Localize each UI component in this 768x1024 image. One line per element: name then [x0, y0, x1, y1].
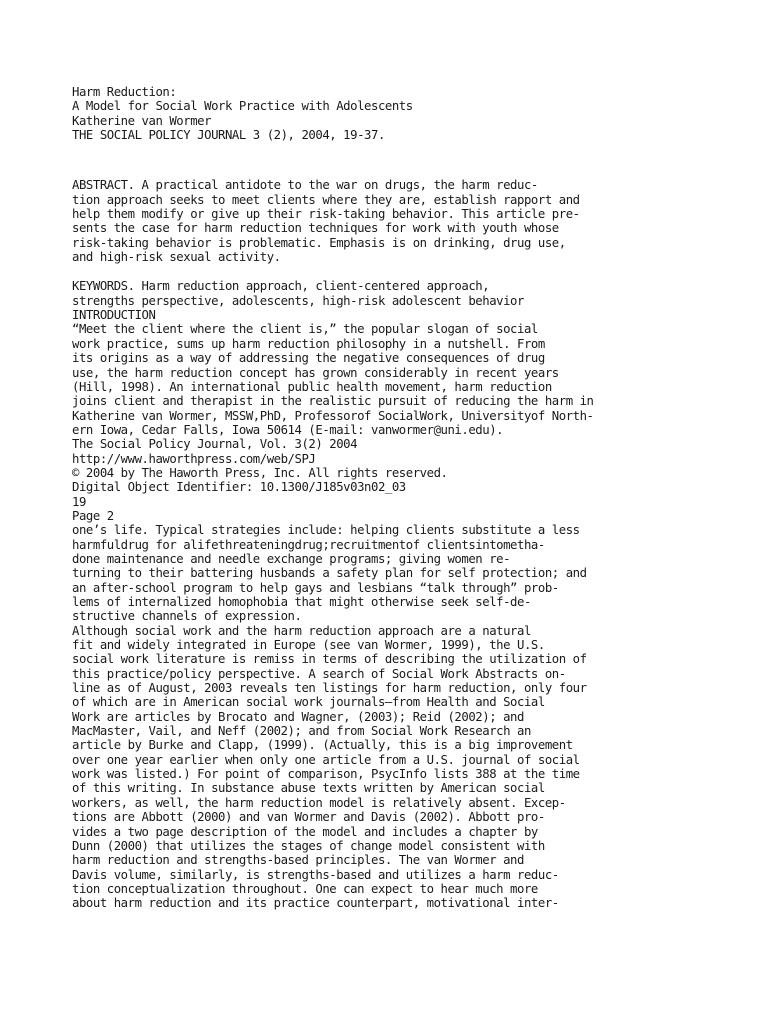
body-line: (Hill, 1998). An international public health movement, harm reduction	[72, 379, 552, 394]
copyright-line: © 2004 by The Haworth Press, Inc. All rights reserved.	[72, 465, 448, 480]
doi-line: Digital Object Identifier: 10.1300/J185v03n02_03	[72, 480, 406, 495]
body-line: this practice/policy perspective. A search of Social Work Abstracts on-	[72, 666, 566, 681]
body-line: lems of internalized homophobia that might otherwise seek self-de-	[72, 595, 531, 609]
page-marker: Page 2	[72, 508, 114, 523]
body-line: done maintenance and needle exchange programs; giving women re-	[72, 551, 511, 566]
body-line: work was listed.) For point of comparison, PsycInfo lists 388 at the time	[72, 767, 580, 782]
body-line: workers, as well, the harm reduction model is relatively absent. Excep-	[72, 795, 566, 810]
doc-title: Harm Reduction:	[72, 85, 177, 99]
abstract-block	[72, 178, 692, 264]
author-affiliation: Katherine van Wormer, MSSW,PhD, Professorof SocialWork, Universityof North-	[72, 408, 594, 423]
body-line: use, the harm reduction concept has grown considerably in recent years	[72, 365, 559, 380]
page-number: 19	[72, 494, 86, 509]
body-line: harm reduction and strengths-based principles. The van Wormer and	[72, 853, 524, 868]
body-line: Davis volume, similarly, is strengths-based and utilizes a harm reduc-	[72, 867, 559, 882]
author-affiliation: ern Iowa, Cedar Falls, Iowa 50614 (E-mail: vanwormer@uni.edu).	[72, 422, 504, 437]
body-line: vides a two page description of the model and includes a chapter by	[72, 824, 538, 839]
body-line: “Meet the client where the client is,” the popular slogan of social	[72, 322, 538, 337]
body-line: of which are in American social work journals—from Health and Social	[72, 695, 545, 710]
spacer	[72, 142, 692, 178]
body-line: of this writing. In substance abuse texts written by American social	[72, 781, 545, 796]
body-line: structive channels of expression.	[72, 609, 302, 624]
body-line: turning to their battering husbands a safety plan for self protection; and	[72, 566, 587, 581]
body-block	[72, 279, 692, 924]
body-line: one’s life. Typical strategies include: helping clients substitute a less	[72, 523, 580, 538]
body-line	[72, 911, 692, 925]
body-line: fit and widely integrated in Europe (see van Wormer, 1999), the U.S.	[72, 638, 545, 653]
keywords-line: KEYWORDS. Harm reduction approach, client-centered approach,	[72, 279, 490, 294]
doc-author: Katherine van Wormer	[72, 113, 212, 128]
body-line: an after-school program to help gays and lesbians “talk through” prob-	[72, 580, 559, 595]
body-line: tion conceptualization throughout. One can expect to hear much more	[72, 881, 538, 896]
body-line: over one year earlier when only one article from a U.S. journal of social	[72, 752, 580, 767]
body-line: about harm reduction and its practice counterpart, motivational inter-	[72, 896, 559, 911]
body-line: joins client and therapist in the realistic pursuit of reducing the harm in	[72, 394, 594, 409]
abstract-line: sents the case for harm reduction techniques for work with youth whose	[72, 221, 559, 236]
body-line: Work are articles by Brocato and Wagner, (2003); Reid (2002); and	[72, 709, 524, 724]
body-line: tions are Abbott (2000) and van Wormer and Davis (2002). Abbott pro-	[72, 810, 545, 825]
abstract-line: ABSTRACT. A practical antidote to the war on drugs, the harm reduc-	[72, 178, 538, 193]
abstract-line: and high-risk sexual activity.	[72, 250, 281, 265]
abstract-line: help them modify or give up their risk-taking behavior. This article pre-	[72, 207, 580, 222]
body-line: its origins as a way of addressing the negative consequences of drug	[72, 351, 545, 366]
body-line: harmfuldrug for alifethreateningdrug;recruitmentof clientsintometha-	[72, 537, 545, 552]
journal-url: http://www.haworthpress.com/web/SPJ	[72, 451, 316, 466]
journal-info: The Social Policy Journal, Vol. 3(2) 2004	[72, 437, 358, 452]
abstract-line: risk-taking behavior is problematic. Emphasis is on drinking, drug use,	[72, 235, 566, 250]
body-line: line as of August, 2003 reveals ten listings for harm reduction, only four	[72, 681, 587, 696]
body-line: Although social work and the harm reduction approach are a natural	[72, 623, 531, 638]
document-page	[72, 85, 692, 925]
spacer	[72, 264, 692, 279]
section-heading: INTRODUCTION	[72, 308, 156, 323]
body-line: Dunn (2000) that utilizes the stages of change model consistent with	[72, 838, 545, 853]
doc-subtitle: A Model for Social Work Practice with Adolescents	[72, 99, 413, 114]
body-line: MacMaster, Vail, and Neff (2002); and from Social Work Research an	[72, 724, 531, 739]
abstract-line: tion approach seeks to meet clients where they are, establish rapport and	[72, 192, 580, 207]
body-line: social work literature is remiss in terms of describing the utilization of	[72, 652, 587, 667]
doc-citation: THE SOCIAL POLICY JOURNAL 3 (2), 2004, 19-37.	[72, 128, 385, 143]
keywords-line: strengths perspective, adolescents, high-risk adolescent behavior	[72, 293, 524, 308]
body-line: work practice, sums up harm reduction philosophy in a nutshell. From	[72, 336, 545, 351]
body-line: article by Burke and Clapp, (1999). (Actually, this is a big improvement	[72, 738, 573, 753]
header-block	[72, 85, 692, 142]
